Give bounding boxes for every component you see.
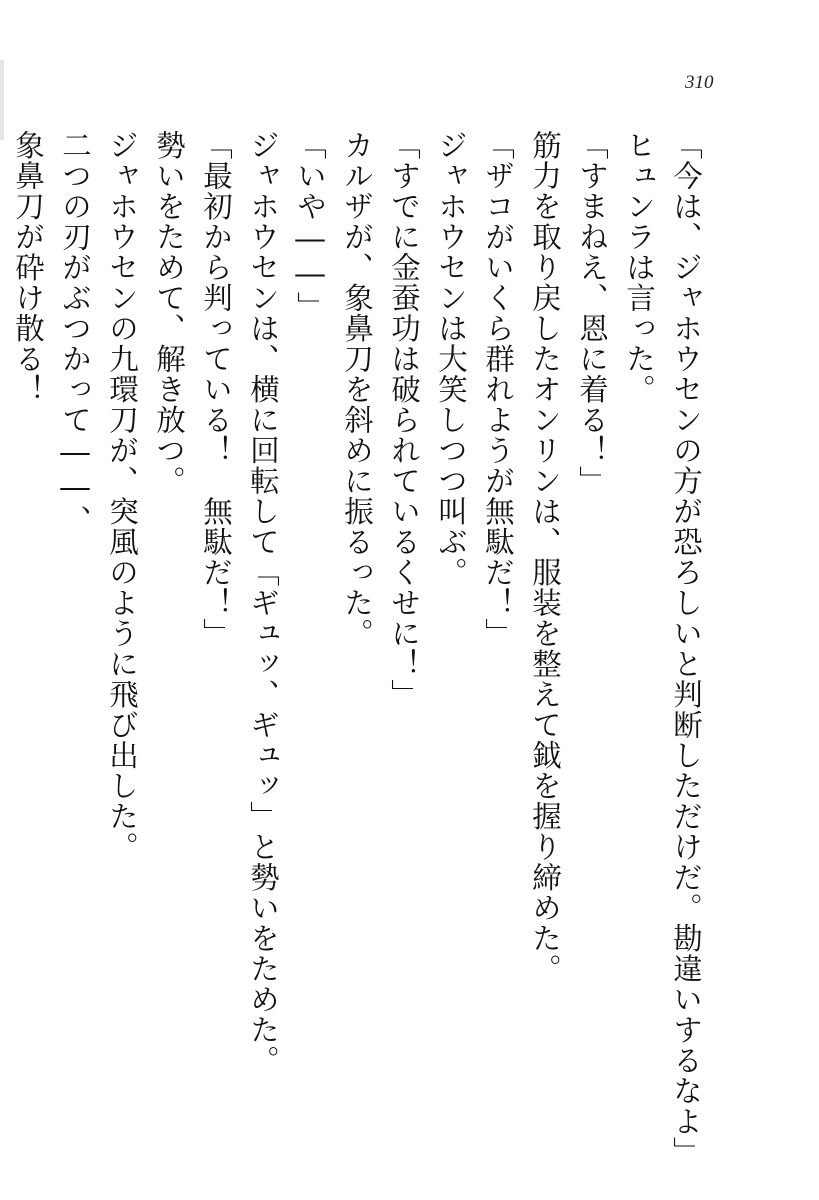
text-line: 「いや――」 (293, 130, 327, 322)
text-line: 「最初から判っている！ 無駄だ！」 (199, 130, 233, 649)
text-line: ヒュンラは言った。 (622, 130, 656, 405)
text-line: 「今は、ジャホウセンの方が恐ろしいと判断しただけだ。勘違いするなよ」 (669, 130, 703, 1167)
text-line: 「ザコがいくら群れようが無駄だ！」 (481, 130, 515, 649)
page-number: 310 (685, 72, 714, 93)
text-line: 二つの刃がぶつかって――、 (58, 130, 92, 536)
page-edge-shadow (0, 60, 4, 140)
text-line: 象鼻刀が砕け散る！ (11, 130, 45, 405)
text-line: 勢いをためて、解き放つ。 (152, 130, 186, 496)
text-line: カルザが、象鼻刀を斜めに振るった。 (340, 130, 374, 649)
text-line: 筋力を取り戻したオンリンは、服装を整えて鉞を握り締めた。 (528, 130, 562, 984)
text-line: ジャホウセンは大笑しつつ叫ぶ。 (434, 130, 468, 588)
text-line: 「すまねえ、恩に着る！」 (575, 130, 609, 496)
text-line (0, 130, 4, 1140)
text-line: ジャホウセンの九環刀が、突風のように飛び出した。 (105, 130, 139, 862)
text-line: ジャホウセンは、横に回転して「ギュッ、ギュッ」と勢いをためた。 (246, 130, 280, 1076)
novel-text-block (0, 130, 709, 1167)
text-line: 「すでに金蚕功は破られているくせに！」 (387, 130, 421, 710)
